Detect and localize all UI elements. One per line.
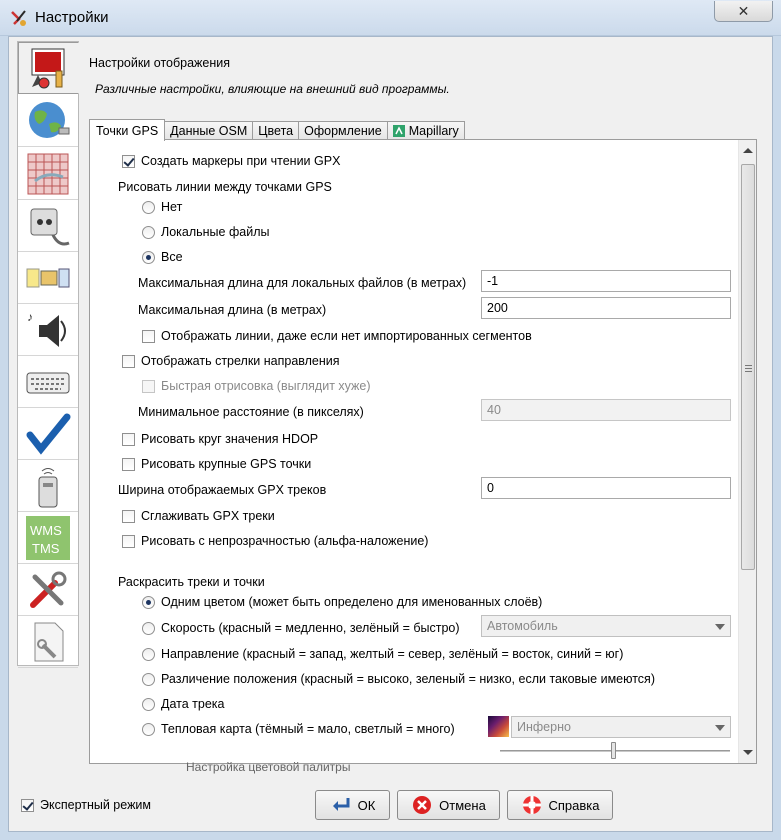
heatmap-gradient-swatch: [488, 716, 509, 737]
mapillary-icon: [393, 125, 405, 137]
advanced-tools-icon[interactable]: [18, 564, 78, 616]
audio-icon[interactable]: [18, 304, 78, 356]
globe-icon[interactable]: [18, 95, 78, 147]
window-title: Настройки: [35, 9, 109, 26]
min-distance-input[interactable]: 40: [481, 399, 731, 421]
tab-mapillary[interactable]: Mapillary: [387, 121, 465, 140]
keyboard-icon[interactable]: [18, 356, 78, 408]
chevron-down-icon: [715, 725, 725, 731]
josm-app-icon: [10, 9, 28, 27]
max-length-local-input[interactable]: -1: [481, 270, 731, 292]
scroll-up-icon[interactable]: [743, 148, 753, 153]
enter-arrow-icon: [330, 794, 352, 816]
alpha-blend-checkbox[interactable]: Рисовать с непрозрачностью (альфа-наложение): [122, 532, 428, 550]
checkbox-box[interactable]: [122, 155, 135, 168]
create-markers-checkbox[interactable]: Создать маркеры при чтении GPX: [122, 152, 340, 170]
wms-label: WMS: [30, 522, 62, 538]
smooth-tracks-checkbox[interactable]: Сглаживать GPX треки: [122, 507, 275, 525]
max-length-input[interactable]: 200: [481, 297, 731, 319]
gps-settings-panel: [89, 139, 757, 774]
heatmap-palette-dropdown[interactable]: Инферно: [511, 716, 731, 738]
cancel-button[interactable]: Отмена: [397, 790, 500, 820]
radio-colour-heatmap[interactable]: Тепловая карта (тёмный = мало, светлый = много): [142, 720, 455, 738]
draw-lines-heading: Рисовать линии между точками GPS: [118, 180, 332, 194]
fast-drawing-checkbox[interactable]: Быстрая отрисовка (выглядит хуже): [142, 377, 371, 395]
panel-title: Настройки отображения: [89, 56, 231, 70]
help-button[interactable]: Справка: [507, 790, 613, 820]
expert-mode-checkbox[interactable]: Экспертный режим: [21, 796, 151, 814]
remote-control-icon[interactable]: [18, 460, 78, 512]
force-lines-checkbox[interactable]: Отображать линии, даже если нет импортированных сегментов: [142, 327, 532, 345]
large-points-checkbox[interactable]: Рисовать крупные GPS точки: [122, 455, 311, 473]
radio-lines-none[interactable]: Нет: [142, 198, 182, 216]
radio-lines-local[interactable]: Локальные файлы: [142, 223, 269, 241]
min-distance-label: Минимальное расстояние (в пикселях): [138, 405, 364, 419]
speed-preset-dropdown[interactable]: Автомобиль: [481, 615, 731, 637]
plugin-icon[interactable]: [18, 200, 78, 252]
panel-description: Различные настройки, влияющие на внешний вид программы.: [95, 82, 450, 96]
preferences-window: [8, 36, 773, 832]
max-length-local-label: Максимальная длина для локальных файлов (в метрах): [138, 276, 467, 290]
max-length-label: Максимальная длина (в метрах): [138, 303, 327, 317]
presets-icon[interactable]: [18, 252, 78, 304]
advanced-preferences-icon[interactable]: [18, 616, 78, 668]
scroll-thumb[interactable]: [741, 164, 755, 570]
lifebuoy-icon: [521, 794, 543, 816]
preferences-sidebar: [17, 41, 79, 666]
title-bar: [0, 0, 781, 36]
ok-button[interactable]: ОК: [315, 790, 390, 820]
display-settings-icon[interactable]: [18, 42, 79, 94]
radio-colour-dilution[interactable]: Различение положения (красный = высоко, зеленый = низко, если таковые имеются): [142, 670, 655, 688]
vertical-scrollbar[interactable]: [738, 140, 756, 763]
validator-check-icon[interactable]: [18, 408, 78, 460]
tab-colors[interactable]: Цвета: [252, 121, 299, 140]
svg-text:♪: ♪: [27, 309, 33, 324]
cutoff-text: Настройка цветовой палитры: [186, 760, 351, 774]
heatmap-slider-thumb[interactable]: [611, 742, 616, 759]
track-width-input[interactable]: 0: [481, 477, 731, 499]
tab-osm-data[interactable]: Данные OSM: [164, 121, 253, 140]
projection-grid-icon[interactable]: [18, 148, 78, 200]
wms-tms-icon[interactable]: [18, 512, 78, 564]
radio-colour-date[interactable]: Дата трека: [142, 695, 224, 713]
radio-lines-all[interactable]: Все: [142, 248, 183, 266]
scroll-down-icon[interactable]: [743, 750, 753, 755]
tab-bar: [89, 119, 464, 140]
tab-gps-points[interactable]: Точки GPS: [89, 119, 165, 141]
radio-colour-direction[interactable]: Направление (красный = запад, желтый = север, зелёный = восток, синий = юг): [142, 645, 623, 663]
track-width-label: Ширина отображаемых GPX треков: [118, 483, 327, 497]
chevron-down-icon: [715, 624, 725, 630]
hdop-circle-checkbox[interactable]: Рисовать круг значения HDOP: [122, 430, 318, 448]
close-button[interactable]: ✕: [714, 1, 773, 22]
tms-label: TMS: [32, 540, 60, 556]
direction-arrows-checkbox[interactable]: Отображать стрелки направления: [122, 352, 340, 370]
tab-appearance[interactable]: Оформление: [298, 121, 388, 140]
colour-heading: Раскрасить треки и точки: [118, 575, 265, 589]
radio-colour-speed[interactable]: Скорость (красный = медленно, зелёный = быстро): [142, 619, 460, 637]
radio-colour-single[interactable]: Одним цветом (может быть определено для именованных слоёв): [142, 593, 542, 611]
cancel-icon: [411, 794, 433, 816]
